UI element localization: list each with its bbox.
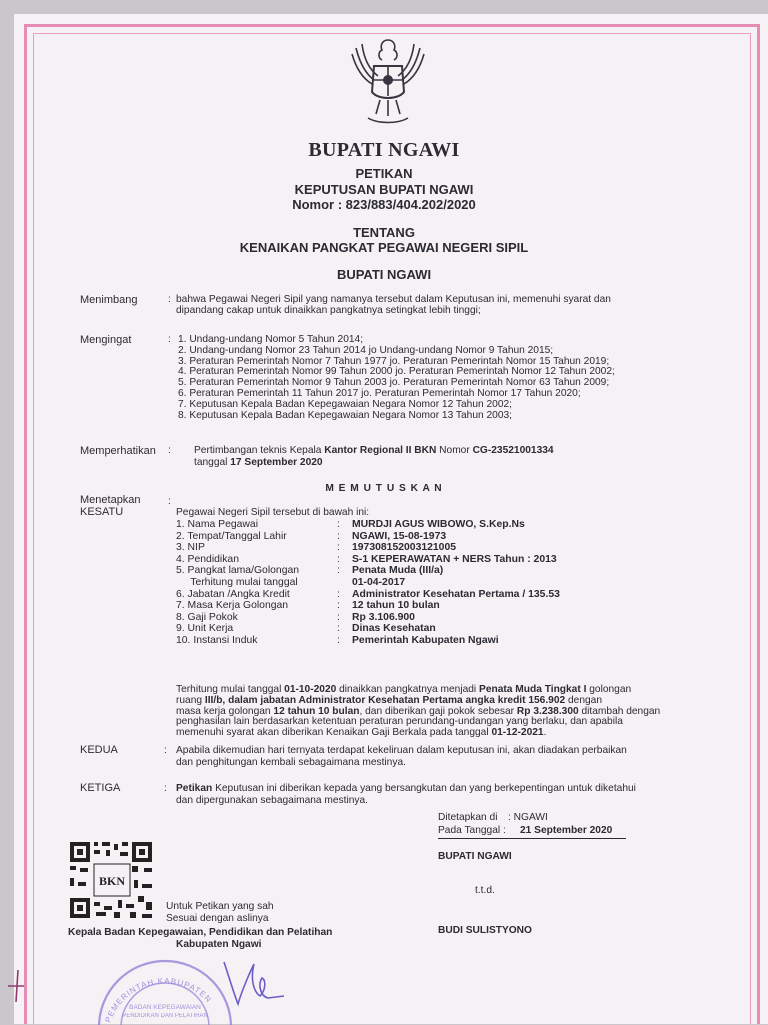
place-label: Ditetapkan di (438, 812, 498, 823)
list-item: 4. Peraturan Pemerintah Nomor 99 Tahun 2000 jo. Peraturan Pemerintah Nomor 12 Tahun 2002; (178, 366, 615, 378)
kesatu-label: KESATU (80, 506, 124, 518)
official-stamp-icon (90, 935, 240, 1025)
detail-row: 4. Pendidikan : S-1 KEPERAWATAN + NERS Tahun : 2013 (176, 553, 557, 565)
colon: : (164, 783, 167, 794)
ketiga-line-2: dan dipergunakan sebagaimana mestinya. (176, 795, 368, 806)
menimbang-label: Menimbang (80, 294, 138, 306)
detail-key: 1. Nama Pegawai (176, 519, 259, 530)
detail-row: 8. Gaji Pokok : Rp 3.106.900 (176, 611, 415, 623)
kedua-label: KEDUA (80, 744, 118, 756)
decree-number: Nomor : 823/883/404.202/2020 (292, 197, 476, 212)
detail-value: MURDJI AGUS WIBOWO, S.Kep.Ns (352, 519, 525, 530)
detail-value: Administrator Kesehatan Pertama / 135.53 (352, 588, 560, 600)
list-item: 8. Keputusan Kepala Badan Kepegawaian Negara Nomor 13 Tahun 2003; (178, 409, 512, 421)
detail-row: 6. Jabatan /Angka Kredit : Administrator Kesehatan Pertama / 135.53 (176, 588, 560, 600)
copy-note-line-2: Sesuai dengan aslinya (166, 913, 269, 924)
signer-title: BUPATI NGAWI (438, 851, 512, 862)
detail-value: Pemerintah Kabupaten Ngawi (352, 634, 499, 646)
list-item: 6. Peraturan Pemerintah 11 Tahun 2017 jo. Peraturan Pemerintah Nomor 17 Tahun 2020; (178, 387, 581, 399)
detail-value: 12 tahun 10 bulan (352, 600, 440, 612)
colon: : (168, 334, 171, 345)
detail-key: 4. Pendidikan (176, 553, 239, 565)
excerpt-heading: PETIKAN (355, 166, 413, 181)
ketiga-label: KETIGA (80, 782, 121, 794)
ketiga-line-1: Petikan Keputusan ini diberikan kepada yang bersangkutan dan yang berkepentingan untuk diketahui (176, 783, 636, 794)
colon: : (168, 445, 171, 456)
decree-heading: KEPUTUSAN BUPATI NGAWI (294, 182, 474, 197)
detail-key: 9. Unit Kerja (176, 623, 234, 635)
list-item: 3. Peraturan Pemerintah Nomor 7 Tahun 1977 jo. Peraturan Pemerintah Nomor 15 Tahun 2019; (178, 355, 610, 367)
stamp-inner-text-2: PENDIDIKAN DAN PELATIHAN (122, 1013, 208, 1019)
kedua-line-1: Apabila dikemudian hari ternyata terdapat kekeliruan dalam keputusan ini, akan diadakan perbaikan (176, 745, 627, 756)
date-value: 21 September 2020 (520, 825, 613, 836)
garuda-emblem-icon (342, 34, 434, 130)
list-item: 2. Undang-undang Nomor 23 Tahun 2014 jo Undang-undang Nomor 9 Tahun 2015; (178, 344, 554, 356)
menetapkan-label: Menetapkan (80, 494, 141, 506)
detail-row: 3. NIP : 197308152003121005 (176, 542, 457, 554)
detail-row: 5. Pangkat lama/Golongan : Penata Muda (III/a) (176, 565, 444, 577)
kedua-line-2: dan penghitungan kembali sebagaimana mestinya. (176, 757, 406, 768)
menimbang-line-1: bahwa Pegawai Negeri Sipil yang namanya tersebut dalam Keputusan ini, memenuhi syarat dan (176, 294, 611, 305)
colon: : (164, 745, 167, 756)
employee-details (176, 519, 560, 647)
detail-row: 2. Tempat/Tanggal Lahir : NGAWI, 15-08-1973 (176, 530, 447, 542)
detail-row (176, 576, 406, 589)
detail-row: 7. Masa Kerja Golongan : 12 tahun 10 bulan (176, 600, 440, 612)
copy-note-line-4: Kabupaten Ngawi (176, 939, 262, 950)
qr-label: BKN (98, 874, 126, 888)
menimbang-line-2: dipandang cakap untuk dinaikkan pangkatnya setingkat lebih tinggi; (176, 305, 481, 316)
memperhatikan-line-1: Pertimbangan teknis Kepala Kantor Regional II BKN Nomor CG-23521001334 (194, 445, 554, 456)
detail-value: 197308152003121005 (352, 542, 457, 554)
detail-row: 9. Unit Kerja : Dinas Kesehatan (176, 623, 436, 635)
regent-heading: BUPATI NGAWI (308, 139, 460, 161)
memutuskan-heading: M E M U T U S K A N (325, 483, 443, 494)
detail-key: 10. Instansi Induk (176, 634, 258, 646)
colon: : (168, 496, 171, 507)
stamp-outer-text: PEMERINTAH KABUPATEN (103, 976, 214, 1024)
margin-mark-icon (4, 966, 26, 1006)
mengingat-list (178, 335, 615, 421)
signature-icon (220, 950, 300, 1010)
subject-heading: KENAIKAN PANGKAT PEGAWAI NEGERI SIPIL (239, 240, 529, 255)
detail-key: 6. Jabatan /Angka Kredit (176, 588, 290, 600)
detail-value: Dinas Kesehatan (352, 623, 436, 635)
detail-key: 3. NIP (176, 542, 205, 554)
memperhatikan-label: Memperhatikan (80, 445, 156, 457)
promotion-paragraph: Terhitung mulai tanggal 01-10-2020 dinaikkan pangkatnya menjadi Penata Muda Tingkat I golongan ruang III/b, dalam jabatan Administrator Kesehatan Pertama angka kredit 156.902 dengan masa kerja golongan 12 tahun 10 bulan, dan diberikan gaji pokok sebesar Rp 3.238.300 ditambah dengan penghasilan lain berdasarkan ketentuan peraturan perundang-undangan yang berlaku, dan apabila memenuhi syarat akan diberikan Kenaikan Gaji Berkala pada tanggal 01-12-2021. (176, 684, 661, 739)
mengingat-label: Mengingat (80, 334, 132, 346)
list-item: 1. Undang-undang Nomor 5 Tahun 2014; (178, 334, 364, 345)
detail-key: 8. Gaji Pokok (176, 611, 238, 623)
date-label: Pada Tanggal : (438, 825, 506, 836)
regent-heading-2: BUPATI NGAWI (336, 267, 432, 282)
detail-row: 10. Instansi Induk : Pemerintah Kabupaten Ngawi (176, 634, 499, 646)
list-item: 7. Keputusan Kepala Badan Kepegawaian Negara Nomor 12 Tahun 2002; (178, 398, 512, 410)
signer-name: BUDI SULISTYONO (438, 925, 532, 936)
detail-row: 1. Nama Pegawai : MURDJI AGUS WIBOWO, S.Kep.Ns (176, 519, 525, 530)
stamp-inner-text-1: BADAN KEPEGAWAIAN (129, 1004, 201, 1011)
kesatu-intro: Pegawai Negeri Sipil tersebut di bawah ini: (176, 507, 370, 518)
detail-value: 01-04-2017 (352, 576, 406, 588)
ttd-mark: t.t.d. (475, 885, 495, 896)
detail-value: NGAWI, 15-08-1973 (352, 530, 447, 542)
detail-value: Penata Muda (III/a) (352, 565, 444, 577)
about-heading: TENTANG (353, 225, 415, 240)
detail-value: Rp 3.106.900 (352, 611, 415, 623)
detail-key: 2. Tempat/Tanggal Lahir (176, 530, 287, 542)
date-underline (438, 838, 626, 839)
detail-value: S-1 KEPERAWATAN + NERS Tahun : 2013 (352, 553, 557, 565)
detail-key: Terhitung mulai tanggal (176, 576, 298, 588)
copy-note-line-1: Untuk Petikan yang sah (166, 901, 274, 912)
qr-code-icon (68, 840, 154, 920)
place-value: : NGAWI (508, 812, 548, 823)
detail-key: 5. Pangkat lama/Golongan (176, 565, 300, 577)
list-item: 5. Peraturan Pemerintah Nomor 9 Tahun 2003 jo. Peraturan Pemerintah Nomor 63 Tahun 2009; (178, 377, 610, 389)
detail-key: 7. Masa Kerja Golongan (176, 600, 289, 612)
memperhatikan-line-2: tanggal 17 September 2020 (194, 457, 323, 468)
colon: : (168, 294, 171, 305)
copy-note-line-3: Kepala Badan Kepegawaian, Pendidikan dan Pelatihan (68, 927, 333, 938)
